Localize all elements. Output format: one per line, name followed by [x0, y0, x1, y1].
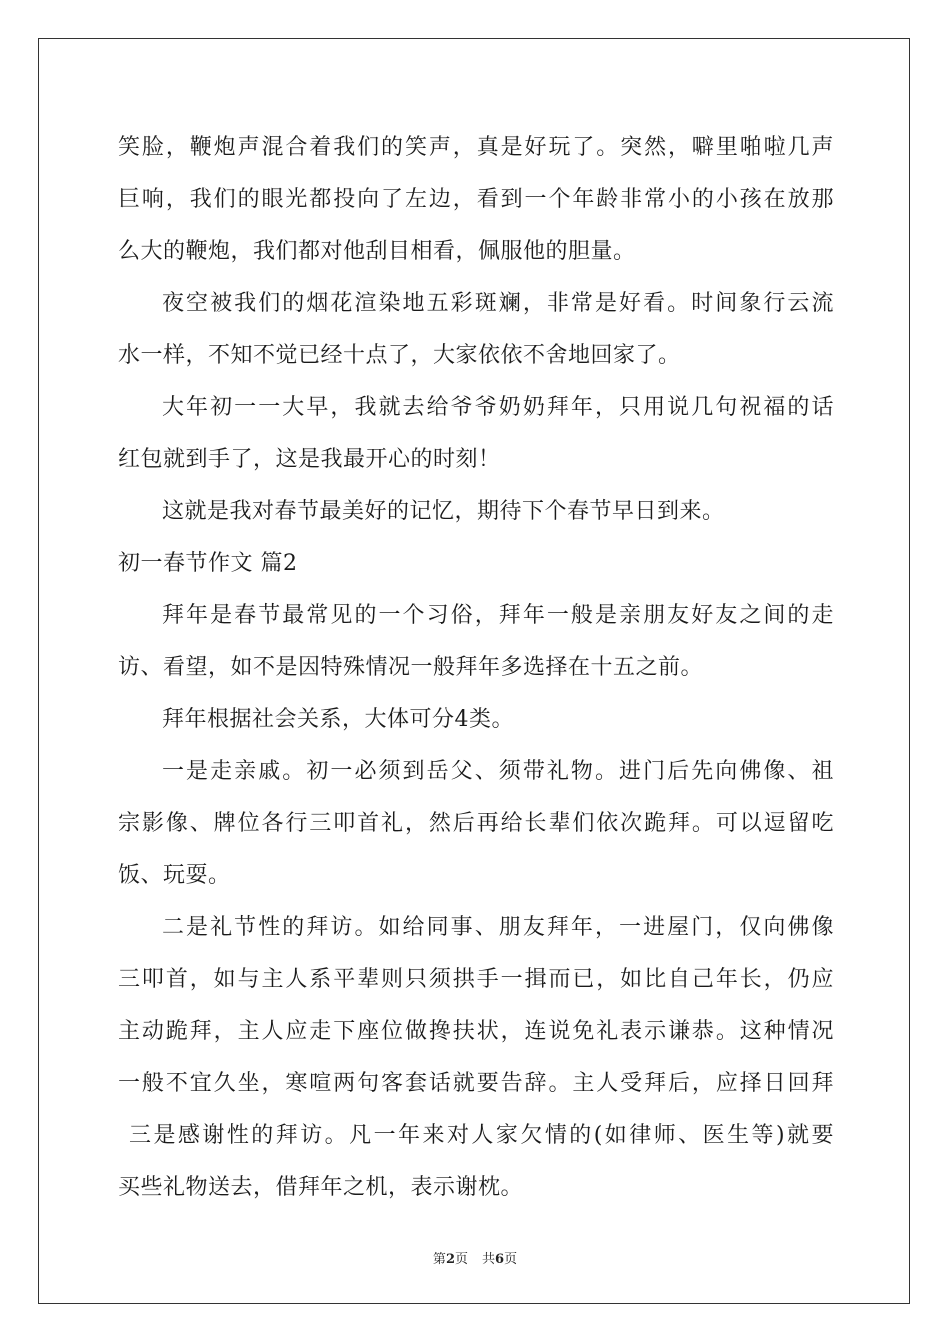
paragraph-line: 买些礼物送去，借拜年之机，表示谢枕。 — [118, 1175, 524, 1200]
paragraph-line: 巨响，我们的眼光都投向了左边，看到一个年龄非常小的小孩在放那 — [118, 187, 834, 212]
paragraph-line: 访、看望，如不是因特殊情况一般拜年多选择在十五之前。 — [118, 655, 704, 680]
paragraph-line: 夜空被我们的烟花渲染地五彩斑斓，非常是好看。时间象行云流 — [162, 291, 834, 316]
paragraph-line: 饭、玩耍。 — [118, 863, 231, 888]
page-suffix: 页 — [454, 1252, 468, 1267]
current-page-number: 2 — [445, 1252, 455, 1267]
paragraph-line: 笑脸，鞭炮声混合着我们的笑声，真是好玩了。突然，噼里啪啦几声 — [118, 135, 834, 160]
total-suffix: 页 — [504, 1252, 518, 1267]
paragraph-line: 主动跪拜，主人应走下座位做搀扶状，连说免礼表示谦恭。这种情况 — [118, 1019, 834, 1044]
paragraph-line: 一是走亲戚。初一必须到岳父、须带礼物。进门后先向佛像、祖 — [162, 759, 834, 784]
paragraph-line: 宗影像、牌位各行三叩首礼，然后再给长辈们依次跪拜。可以逗留吃 — [118, 811, 834, 836]
paragraph-line: 二是礼节性的拜访。如给同事、朋友拜年，一进屋门，仅向佛像 — [162, 915, 834, 940]
total-page-number: 6 — [495, 1252, 505, 1267]
paragraph-line: 拜年根据社会关系，大体可分4类。 — [162, 707, 514, 732]
paragraph-line: 三是感谢性的拜访。凡一年来对人家欠情的(如律师、医生等)就要 — [129, 1123, 834, 1148]
page-prefix: 第 — [432, 1252, 446, 1267]
page-footer — [0, 1248, 950, 1267]
paragraph-line: 这就是我对春节最美好的记忆，期待下个春节早日到来。 — [162, 499, 725, 524]
paragraph-line: 拜年是春节最常见的一个习俗，拜年一般是亲朋友好友之间的走 — [162, 603, 834, 628]
total-prefix: 共 — [482, 1252, 496, 1267]
paragraph-line: 三叩首，如与主人系平辈则只须拱手一揖而已，如比自己年长，仍应 — [118, 967, 834, 992]
paragraph-line: 红包就到手了，这是我最开心的时刻！ — [118, 447, 501, 472]
document-body — [118, 122, 834, 1214]
paragraph-line: 一般不宜久坐，寒喧两句客套话就要告辞。主人受拜后，应择日回拜 — [118, 1071, 834, 1096]
paragraph-line: 大年初一一大早，我就去给爷爷奶奶拜年，只用说几句祝福的话 — [162, 395, 834, 420]
paragraph-line: 水一样，不知不觉已经十点了，大家依依不舍地回家了。 — [118, 343, 681, 368]
section-heading: 初一春节作文 篇2 — [118, 551, 298, 576]
paragraph-line: 么大的鞭炮，我们都对他刮目相看，佩服他的胆量。 — [118, 239, 636, 264]
